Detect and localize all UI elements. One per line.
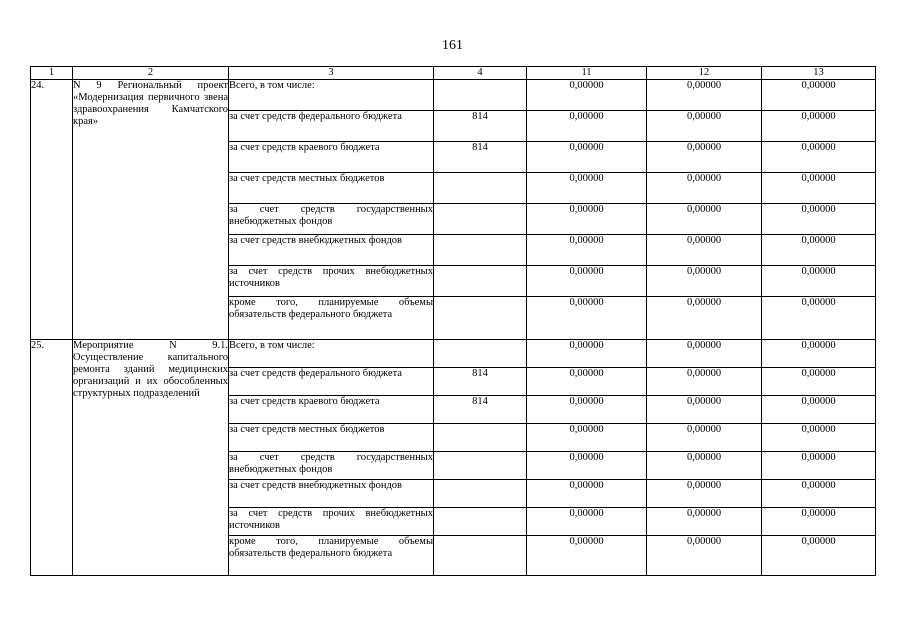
value-col-13: 0,00000 — [762, 297, 876, 340]
value-col-11: 0,00000 — [527, 297, 647, 340]
value-col-13: 0,00000 — [762, 508, 876, 536]
header-col-2: 2 — [73, 67, 229, 80]
value-col-13: 0,00000 — [762, 266, 876, 297]
table-row — [31, 340, 876, 368]
budget-code — [434, 266, 527, 297]
value-col-11: 0,00000 — [527, 480, 647, 508]
value-col-12: 0,00000 — [647, 368, 762, 396]
value-col-12: 0,00000 — [647, 111, 762, 142]
funding-source: за счет средств краевого бюджета — [229, 396, 434, 424]
value-col-12: 0,00000 — [647, 452, 762, 480]
budget-code: 814 — [434, 368, 527, 396]
page-number: 161 — [442, 38, 463, 53]
budget-code — [434, 536, 527, 576]
value-col-12: 0,00000 — [647, 297, 762, 340]
funding-source: кроме того, планируемые объемы обязательств федерального бюджета — [229, 536, 434, 576]
value-col-12: 0,00000 — [647, 80, 762, 111]
value-col-12: 0,00000 — [647, 508, 762, 536]
header-col-3: 3 — [229, 67, 434, 80]
value-col-12: 0,00000 — [647, 173, 762, 204]
value-col-11: 0,00000 — [527, 235, 647, 266]
value-col-11: 0,00000 — [527, 80, 647, 111]
header-row — [31, 67, 876, 80]
budget-code — [434, 80, 527, 111]
funding-source: кроме того, планируемые объемы обязательств федерального бюджета — [229, 297, 434, 340]
header-col-11: 11 — [527, 67, 647, 80]
budget-code — [434, 452, 527, 480]
value-col-13: 0,00000 — [762, 424, 876, 452]
value-col-11: 0,00000 — [527, 142, 647, 173]
value-col-11: 0,00000 — [527, 508, 647, 536]
table-body — [31, 80, 876, 576]
value-col-12: 0,00000 — [647, 480, 762, 508]
value-col-13: 0,00000 — [762, 142, 876, 173]
item-name: Мероприятие N 9.1. Осуществление капитального ремонта зданий медицинских организаций и их обособленных структурных подразделений — [73, 340, 229, 576]
value-col-12: 0,00000 — [647, 266, 762, 297]
value-col-13: 0,00000 — [762, 340, 876, 368]
budget-code — [434, 480, 527, 508]
value-col-11: 0,00000 — [527, 340, 647, 368]
budget-code — [434, 204, 527, 235]
funding-source: за счет средств местных бюджетов — [229, 424, 434, 452]
value-col-12: 0,00000 — [647, 142, 762, 173]
budget-table — [30, 66, 876, 576]
table-row — [31, 80, 876, 111]
header-col-12: 12 — [647, 67, 762, 80]
funding-source: за счет средств внебюджетных фондов — [229, 480, 434, 508]
value-col-13: 0,00000 — [762, 452, 876, 480]
header-col-1: 1 — [31, 67, 73, 80]
value-col-11: 0,00000 — [527, 111, 647, 142]
budget-code — [434, 235, 527, 266]
value-col-12: 0,00000 — [647, 204, 762, 235]
value-col-11: 0,00000 — [527, 368, 647, 396]
budget-code — [434, 508, 527, 536]
budget-code: 814 — [434, 111, 527, 142]
funding-source: за счет средств краевого бюджета — [229, 142, 434, 173]
item-name: N 9 Региональный проект «Модернизация первичного звена здравоохранения Камчатского края» — [73, 80, 229, 340]
funding-source: за счет средств прочих внебюджетных источников — [229, 508, 434, 536]
budget-code: 814 — [434, 396, 527, 424]
funding-source: за счет средств федерального бюджета — [229, 111, 434, 142]
value-col-12: 0,00000 — [647, 396, 762, 424]
value-col-11: 0,00000 — [527, 424, 647, 452]
value-col-13: 0,00000 — [762, 396, 876, 424]
header-col-13: 13 — [762, 67, 876, 80]
value-col-11: 0,00000 — [527, 204, 647, 235]
value-col-11: 0,00000 — [527, 536, 647, 576]
value-col-11: 0,00000 — [527, 452, 647, 480]
value-col-11: 0,00000 — [527, 266, 647, 297]
value-col-13: 0,00000 — [762, 80, 876, 111]
budget-code — [434, 173, 527, 204]
budget-code — [434, 340, 527, 368]
header-col-4: 4 — [434, 67, 527, 80]
funding-source: за счет средств внебюджетных фондов — [229, 235, 434, 266]
funding-source: Всего, в том числе: — [229, 340, 434, 368]
funding-source: за счет средств местных бюджетов — [229, 173, 434, 204]
item-number: 24. — [31, 80, 73, 340]
value-col-13: 0,00000 — [762, 173, 876, 204]
value-col-13: 0,00000 — [762, 235, 876, 266]
funding-source: Всего, в том числе: — [229, 80, 434, 111]
value-col-11: 0,00000 — [527, 173, 647, 204]
value-col-12: 0,00000 — [647, 424, 762, 452]
value-col-12: 0,00000 — [647, 536, 762, 576]
value-col-13: 0,00000 — [762, 111, 876, 142]
value-col-12: 0,00000 — [647, 235, 762, 266]
budget-code — [434, 424, 527, 452]
value-col-11: 0,00000 — [527, 396, 647, 424]
budget-code: 814 — [434, 142, 527, 173]
budget-code — [434, 297, 527, 340]
funding-source: за счет средств прочих внебюджетных источников — [229, 266, 434, 297]
value-col-13: 0,00000 — [762, 368, 876, 396]
funding-source: за счет средств государственных внебюджетных фондов — [229, 204, 434, 235]
item-number: 25. — [31, 340, 73, 576]
value-col-13: 0,00000 — [762, 536, 876, 576]
value-col-13: 0,00000 — [762, 204, 876, 235]
funding-source: за счет средств федерального бюджета — [229, 368, 434, 396]
funding-source: за счет средств государственных внебюджетных фондов — [229, 452, 434, 480]
value-col-13: 0,00000 — [762, 480, 876, 508]
value-col-12: 0,00000 — [647, 340, 762, 368]
